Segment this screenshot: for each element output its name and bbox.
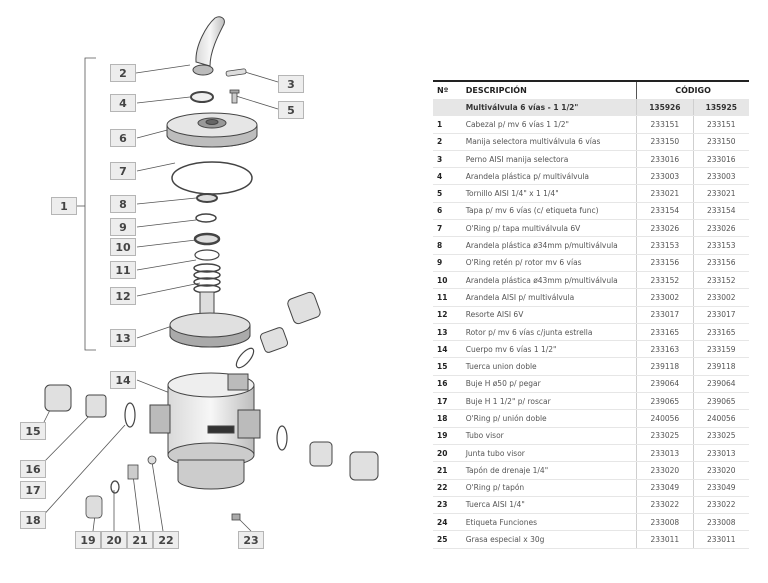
row-code-1: 233016 <box>637 150 693 167</box>
part-label-14: 14 <box>110 371 136 389</box>
row-number: 1 <box>433 116 462 133</box>
table-row <box>433 479 749 496</box>
row-number: 10 <box>433 271 462 288</box>
row-code-2: 233165 <box>693 323 749 340</box>
table-row <box>433 375 749 392</box>
row-code-2: 233002 <box>693 289 749 306</box>
row-code-2: 233154 <box>693 202 749 219</box>
row-description: Tuerca union doble <box>462 358 637 375</box>
row-code-2: 239064 <box>693 375 749 392</box>
row-number: 23 <box>433 496 462 513</box>
washer-part-4 <box>191 92 213 102</box>
row-code-1: 233152 <box>637 271 693 288</box>
table-row <box>433 393 749 410</box>
product-code-2: 135925 <box>693 99 749 116</box>
table-row <box>433 427 749 444</box>
row-description: Buje H 1 1/2" p/ roscar <box>462 393 637 410</box>
row-code-1: 233020 <box>637 462 693 479</box>
row-code-2: 233156 <box>693 254 749 271</box>
row-code-1: 239118 <box>637 358 693 375</box>
row-number: 25 <box>433 531 462 548</box>
table-row <box>433 531 749 548</box>
table-row <box>433 358 749 375</box>
row-number: 11 <box>433 289 462 306</box>
row-code-1: 233163 <box>637 341 693 358</box>
row-code-1: 233151 <box>637 116 693 133</box>
row-code-1: 233021 <box>637 185 693 202</box>
row-code-1: 233013 <box>637 444 693 461</box>
oring-part-top <box>233 346 256 371</box>
table-row <box>433 323 749 340</box>
row-description: Tubo visor <box>462 427 637 444</box>
part-label-16: 16 <box>20 460 46 478</box>
row-code-2: 233150 <box>693 133 749 150</box>
row-code-2: 233153 <box>693 237 749 254</box>
row-code-2: 239065 <box>693 393 749 410</box>
row-description: Tapón de drenaje 1/4" <box>462 462 637 479</box>
row-code-1: 233026 <box>637 220 693 237</box>
table-row <box>433 202 749 219</box>
row-description: O'Ring p/ unión doble <box>462 410 637 427</box>
row-number: 24 <box>433 514 462 531</box>
row-description: Junta tubo visor <box>462 444 637 461</box>
oring-part-right <box>277 426 287 450</box>
part-label-19: 19 <box>75 531 101 549</box>
handle-part <box>193 17 224 75</box>
pin-part <box>226 69 247 77</box>
row-code-2: 233152 <box>693 271 749 288</box>
part-label-20: 20 <box>101 531 127 549</box>
row-number: 22 <box>433 479 462 496</box>
header-description: DESCRIPCIÓN <box>462 81 637 99</box>
row-code-2: 233021 <box>693 185 749 202</box>
row-code-2: 239118 <box>693 358 749 375</box>
row-number: 19 <box>433 427 462 444</box>
table-row <box>433 237 749 254</box>
part-label-17: 17 <box>20 481 46 499</box>
parts-table <box>433 80 749 549</box>
row-number: 18 <box>433 410 462 427</box>
part-label-6: 6 <box>110 129 136 147</box>
table-row <box>433 444 749 461</box>
row-description: Cabezal p/ mv 6 vías 1 1/2" <box>462 116 637 133</box>
part-label-21: 21 <box>127 531 153 549</box>
row-code-2: 233022 <box>693 496 749 513</box>
row-number: 2 <box>433 133 462 150</box>
part-label-13: 13 <box>110 329 136 347</box>
part-label-7: 7 <box>110 162 136 180</box>
row-description: Manija selectora multiválvula 6 vías <box>462 133 637 150</box>
row-code-1: 233008 <box>637 514 693 531</box>
row-number: 6 <box>433 202 462 219</box>
row-number: 13 <box>433 323 462 340</box>
table-row <box>433 462 749 479</box>
table-header-row <box>433 81 749 99</box>
row-code-1: 233049 <box>637 479 693 496</box>
table-row <box>433 150 749 167</box>
row-number: 17 <box>433 393 462 410</box>
row-description: Grasa especial x 30g <box>462 531 637 548</box>
row-number: 9 <box>433 254 462 271</box>
row-code-2: 233151 <box>693 116 749 133</box>
row-description: Buje H ø50 p/ pegar <box>462 375 637 392</box>
row-code-1: 239064 <box>637 375 693 392</box>
part-label-15: 15 <box>20 422 46 440</box>
part-label-8: 8 <box>110 195 136 213</box>
row-code-1: 233002 <box>637 289 693 306</box>
table-row <box>433 496 749 513</box>
row-number: 8 <box>433 237 462 254</box>
row-number: 15 <box>433 358 462 375</box>
part-label-4: 4 <box>110 94 136 112</box>
row-description: Arandela plástica ø34mm p/multiválvula <box>462 237 637 254</box>
row-description: Tapa p/ mv 6 vías (c/ etiqueta func) <box>462 202 637 219</box>
spring-part <box>194 264 220 293</box>
part-label-10: 10 <box>110 238 136 256</box>
row-code-1: 233017 <box>637 306 693 323</box>
part-label-3: 3 <box>278 75 304 93</box>
row-code-2: 233020 <box>693 462 749 479</box>
row-description: Resorte AISI 6V <box>462 306 637 323</box>
part-label-22: 22 <box>153 531 179 549</box>
row-code-1: 233154 <box>637 202 693 219</box>
row-description: Etiqueta Funciones <box>462 514 637 531</box>
cover-part <box>167 113 257 147</box>
table-row <box>433 289 749 306</box>
part-label-2: 2 <box>110 64 136 82</box>
row-code-2: 233008 <box>693 514 749 531</box>
row-code-2: 233013 <box>693 444 749 461</box>
washer-part-11 <box>195 250 219 260</box>
row-number: 16 <box>433 375 462 392</box>
row-code-1: 233150 <box>637 133 693 150</box>
oring-part-7 <box>172 162 252 194</box>
table-row <box>433 341 749 358</box>
oring-part-18 <box>125 403 135 427</box>
row-code-1: 233022 <box>637 496 693 513</box>
row-code-2: 233159 <box>693 341 749 358</box>
header-num: Nº <box>433 81 462 99</box>
table-row <box>433 254 749 271</box>
row-code-1: 233165 <box>637 323 693 340</box>
row-code-1: 233025 <box>637 427 693 444</box>
row-code-1: 233156 <box>637 254 693 271</box>
row-code-2: 240056 <box>693 410 749 427</box>
row-code-2: 233017 <box>693 306 749 323</box>
row-code-2: 233049 <box>693 479 749 496</box>
row-code-1: 239065 <box>637 393 693 410</box>
part-label-18: 18 <box>20 511 46 529</box>
rotor-part <box>170 292 250 347</box>
washer-part-10 <box>195 234 219 244</box>
row-number: 7 <box>433 220 462 237</box>
part-label-9: 9 <box>110 218 136 236</box>
row-number: 21 <box>433 462 462 479</box>
row-code-2: 233016 <box>693 150 749 167</box>
row-code-1: 233011 <box>637 531 693 548</box>
row-number: 4 <box>433 168 462 185</box>
row-description: Arandela plástica ø43mm p/multiválvula <box>462 271 637 288</box>
row-description: Tuerca AISI 1/4" <box>462 496 637 513</box>
row-code-2: 233026 <box>693 220 749 237</box>
part-label-5: 5 <box>278 101 304 119</box>
part-label-1: 1 <box>51 197 77 215</box>
row-number: 14 <box>433 341 462 358</box>
part-label-12: 12 <box>110 287 136 305</box>
row-description: Perno AISI manija selectora <box>462 150 637 167</box>
row-code-1: 233003 <box>637 168 693 185</box>
row-description: Tornillo AISI 1/4" x 1 1/4" <box>462 185 637 202</box>
table-row <box>433 220 749 237</box>
row-description: Arandela plástica p/ multiválvula <box>462 168 637 185</box>
part-label-11: 11 <box>110 261 136 279</box>
table-product-row <box>433 99 749 116</box>
row-number: 5 <box>433 185 462 202</box>
row-code-1: 233153 <box>637 237 693 254</box>
row-number: 12 <box>433 306 462 323</box>
table-row <box>433 133 749 150</box>
table-row <box>433 271 749 288</box>
row-code-2: 233025 <box>693 427 749 444</box>
row-code-1: 240056 <box>637 410 693 427</box>
table-row <box>433 514 749 531</box>
row-description: O'Ring p/ tapa multiválvula 6V <box>462 220 637 237</box>
table-row <box>433 410 749 427</box>
part-label-23: 23 <box>238 531 264 549</box>
row-number: 20 <box>433 444 462 461</box>
oring-part-9 <box>196 214 216 222</box>
row-description: O'Ring p/ tapón <box>462 479 637 496</box>
valve-body-part <box>150 373 260 489</box>
product-name: Multiválvula 6 vías - 1 1/2" <box>462 99 637 116</box>
row-number: 3 <box>433 150 462 167</box>
row-code-2: 233011 <box>693 531 749 548</box>
table-row <box>433 185 749 202</box>
row-description: O'Ring retén p/ rotor mv 6 vías <box>462 254 637 271</box>
row-description: Cuerpo mv 6 vías 1 1/2" <box>462 341 637 358</box>
row-description: Rotor p/ mv 6 vías c/junta estrella <box>462 323 637 340</box>
header-code: CÓDIGO <box>637 81 749 99</box>
row-description: Arandela AISI p/ multiválvula <box>462 289 637 306</box>
table-row <box>433 306 749 323</box>
table-row <box>433 168 749 185</box>
washer-part-8 <box>197 194 217 202</box>
row-code-2: 233003 <box>693 168 749 185</box>
product-code-1: 135926 <box>637 99 693 116</box>
table-row <box>433 116 749 133</box>
